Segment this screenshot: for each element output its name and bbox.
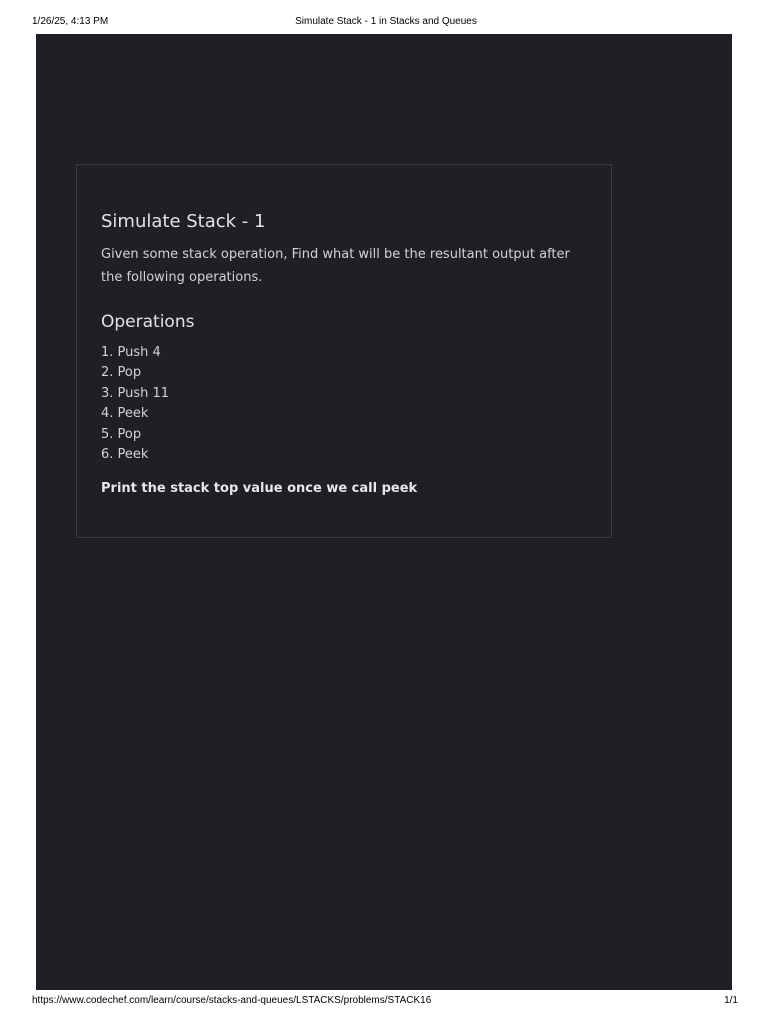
print-document-title: Simulate Stack - 1 in Stacks and Queues (295, 16, 477, 27)
problem-title: Simulate Stack - 1 (101, 211, 266, 232)
operation-item: 6. Peek (101, 447, 149, 463)
problem-instruction: Print the stack top value once we call peek (101, 481, 418, 496)
print-footer (32, 995, 738, 1009)
print-url: https://www.codechef.com/learn/course/stacks-and-queues/LSTACKS/problems/STACK16 (32, 995, 432, 1006)
operation-item: 4. Peek (101, 406, 149, 422)
problem-card (76, 164, 612, 538)
operation-item: 2. Pop (101, 365, 142, 381)
page-content (36, 34, 732, 990)
operation-item: 1. Push 4 (101, 345, 161, 360)
operation-item: 3. Push 11 (101, 385, 170, 401)
operations-heading: Operations (101, 312, 195, 332)
operation-item: 5. Pop (101, 426, 142, 442)
print-date-time: 1/26/25, 4:13 PM (32, 16, 109, 27)
print-header (32, 16, 740, 30)
print-page-number: 1/1 (724, 995, 738, 1006)
operations-list (101, 343, 169, 465)
problem-description: Given some stack operation, Find what will be the resultant output after the following operations. (101, 247, 570, 285)
